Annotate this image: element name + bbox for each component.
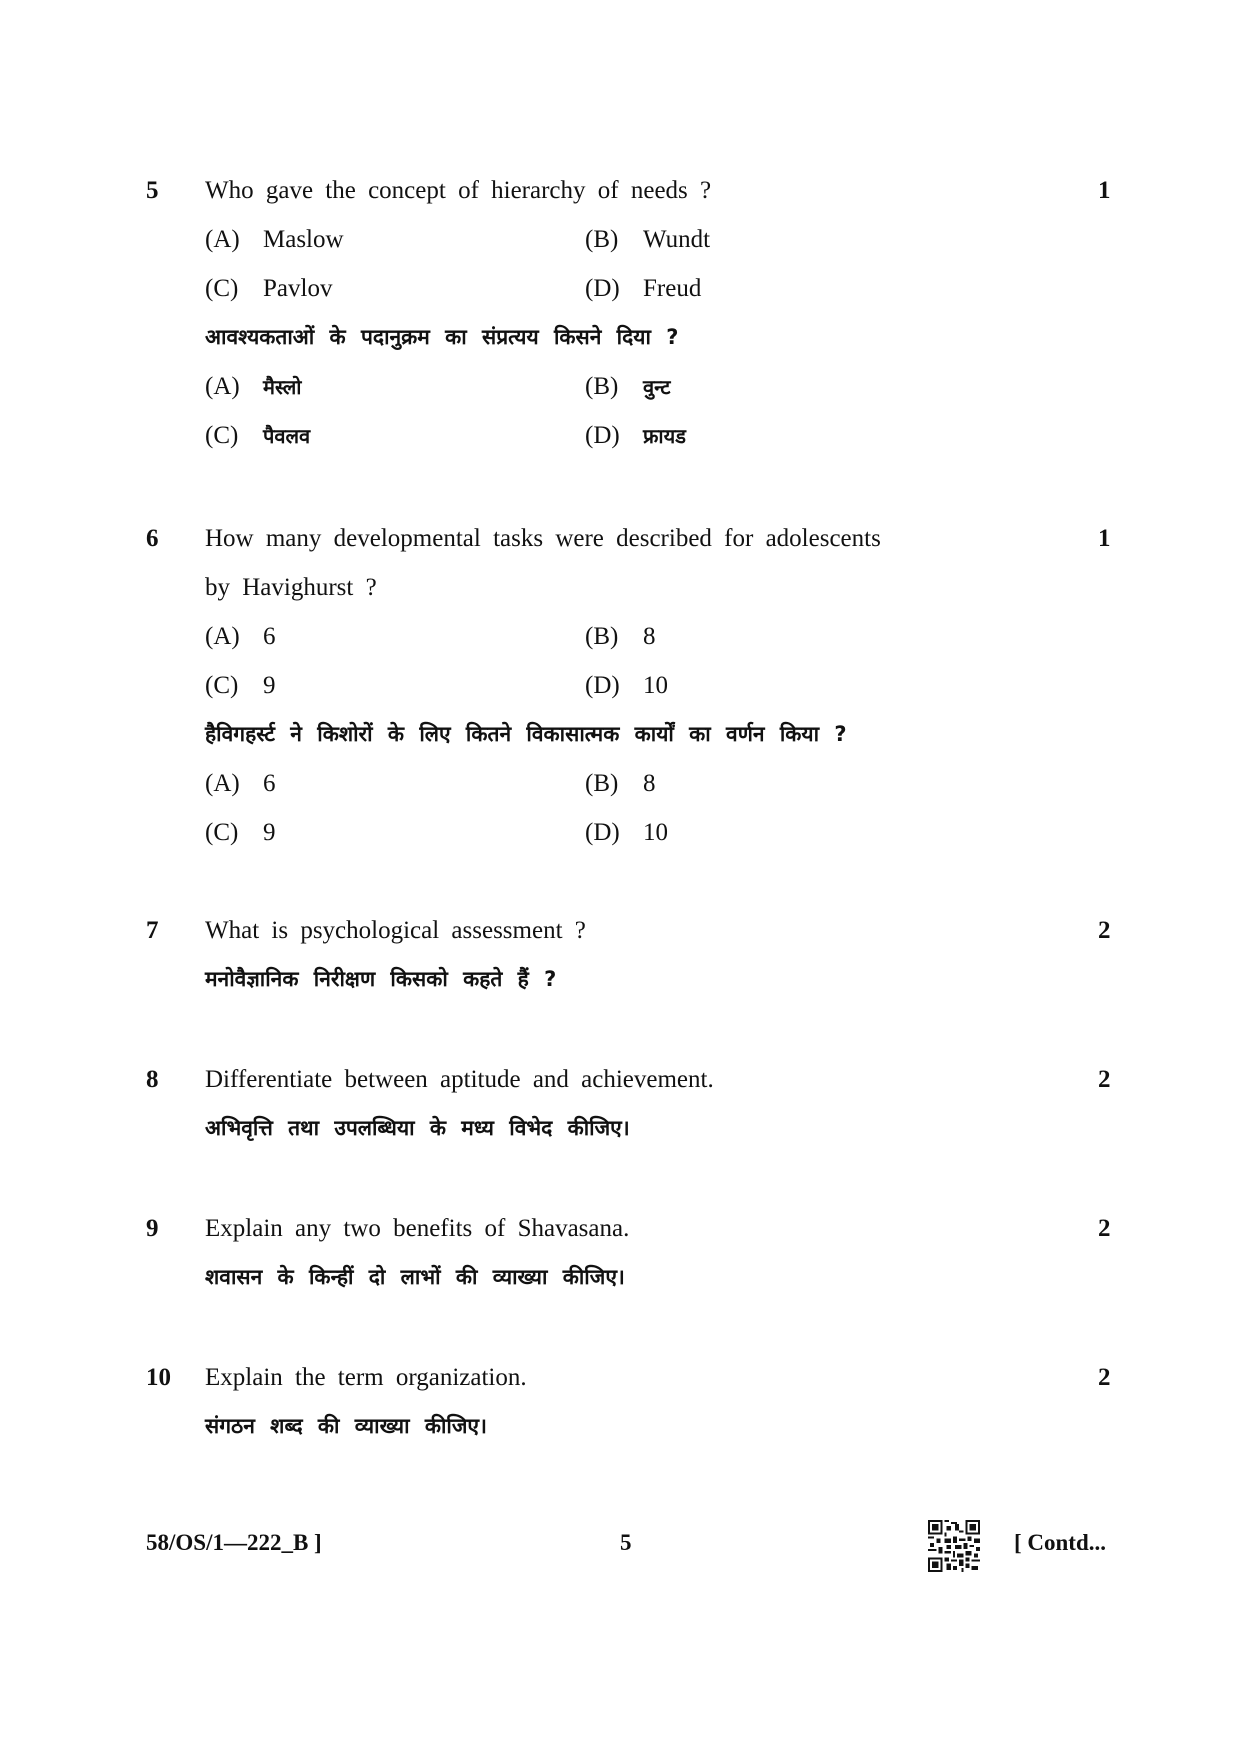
option-b-en: (B) 8 — [585, 623, 656, 650]
question-marks: 2 — [1098, 1215, 1111, 1242]
question-marks: 1 — [1098, 177, 1111, 204]
question-marks: 2 — [1098, 1364, 1111, 1391]
option-c-en: (C) 9 — [205, 672, 276, 699]
question-number: 7 — [146, 917, 159, 944]
option-b-hi: (B) 8 — [585, 770, 656, 797]
page-footer — [0, 1520, 1240, 1580]
option-d-en: (D) 10 — [585, 672, 668, 699]
question-text-en: What is psychological assessment ? — [205, 917, 586, 944]
question-text-hi: हैविगहर्स्ट ने किशोरों के लिए कितने विकासात्मक कार्यों का वर्णन किया ? — [205, 722, 847, 746]
question-text-hi: मनोवैज्ञानिक निरीक्षण किसको कहते हैं ? — [205, 967, 557, 991]
question-text-hi: अभिवृत्ति तथा उपलब्धिया के मध्य विभेद कीजिए। — [205, 1116, 630, 1140]
question-marks: 2 — [1098, 917, 1111, 944]
question-marks: 1 — [1098, 525, 1111, 552]
question-number: 10 — [146, 1364, 171, 1391]
option-a-hi: (A) 6 — [205, 770, 276, 797]
question-text-hi: आवश्यकताओं के पदानुक्रम का संप्रत्यय किसने दिया ? — [205, 325, 679, 349]
continued-marker: [ Contd... — [1014, 1530, 1107, 1555]
option-b-en: (B) Wundt — [585, 226, 711, 253]
question-number: 5 — [146, 177, 159, 204]
question-text-en: How many developmental tasks were described for adolescents — [205, 525, 881, 552]
question-text-en: Explain any two benefits of Shavasana. — [205, 1215, 630, 1242]
option-d-hi: (D) फ्रायड — [585, 422, 686, 449]
option-b-hi: (B) वुन्ट — [585, 373, 671, 400]
option-a-hi: (A) मैस्लो — [205, 373, 302, 400]
question-text-en-cont: by Havighurst ? — [205, 574, 377, 601]
question-text-en: Who gave the concept of hierarchy of needs ? — [205, 177, 712, 204]
option-d-hi: (D) 10 — [585, 819, 668, 846]
option-c-en: (C) Pavlov — [205, 275, 333, 302]
paper-code: 58/OS/1—222_B ] — [146, 1530, 322, 1555]
page-number: 5 — [620, 1530, 632, 1555]
question-text-en: Explain the term organization. — [205, 1364, 527, 1391]
option-d-en: (D) Freud — [585, 275, 702, 302]
question-number: 8 — [146, 1066, 159, 1093]
question-number: 9 — [146, 1215, 159, 1242]
option-a-en: (A) 6 — [205, 623, 276, 650]
option-c-hi: (C) पैवलव — [205, 422, 311, 449]
question-text-hi: शवासन के किन्हीं दो लाभों की व्याख्या कीजिए। — [205, 1265, 625, 1289]
question-number: 6 — [146, 525, 159, 552]
question-text-hi: संगठन शब्द की व्याख्या कीजिए। — [205, 1414, 487, 1438]
question-text-en: Differentiate between aptitude and achievement. — [205, 1066, 714, 1093]
option-a-en: (A) Maslow — [205, 226, 344, 253]
option-c-hi: (C) 9 — [205, 819, 276, 846]
qr-code-icon — [928, 1520, 980, 1572]
question-marks: 2 — [1098, 1066, 1111, 1093]
